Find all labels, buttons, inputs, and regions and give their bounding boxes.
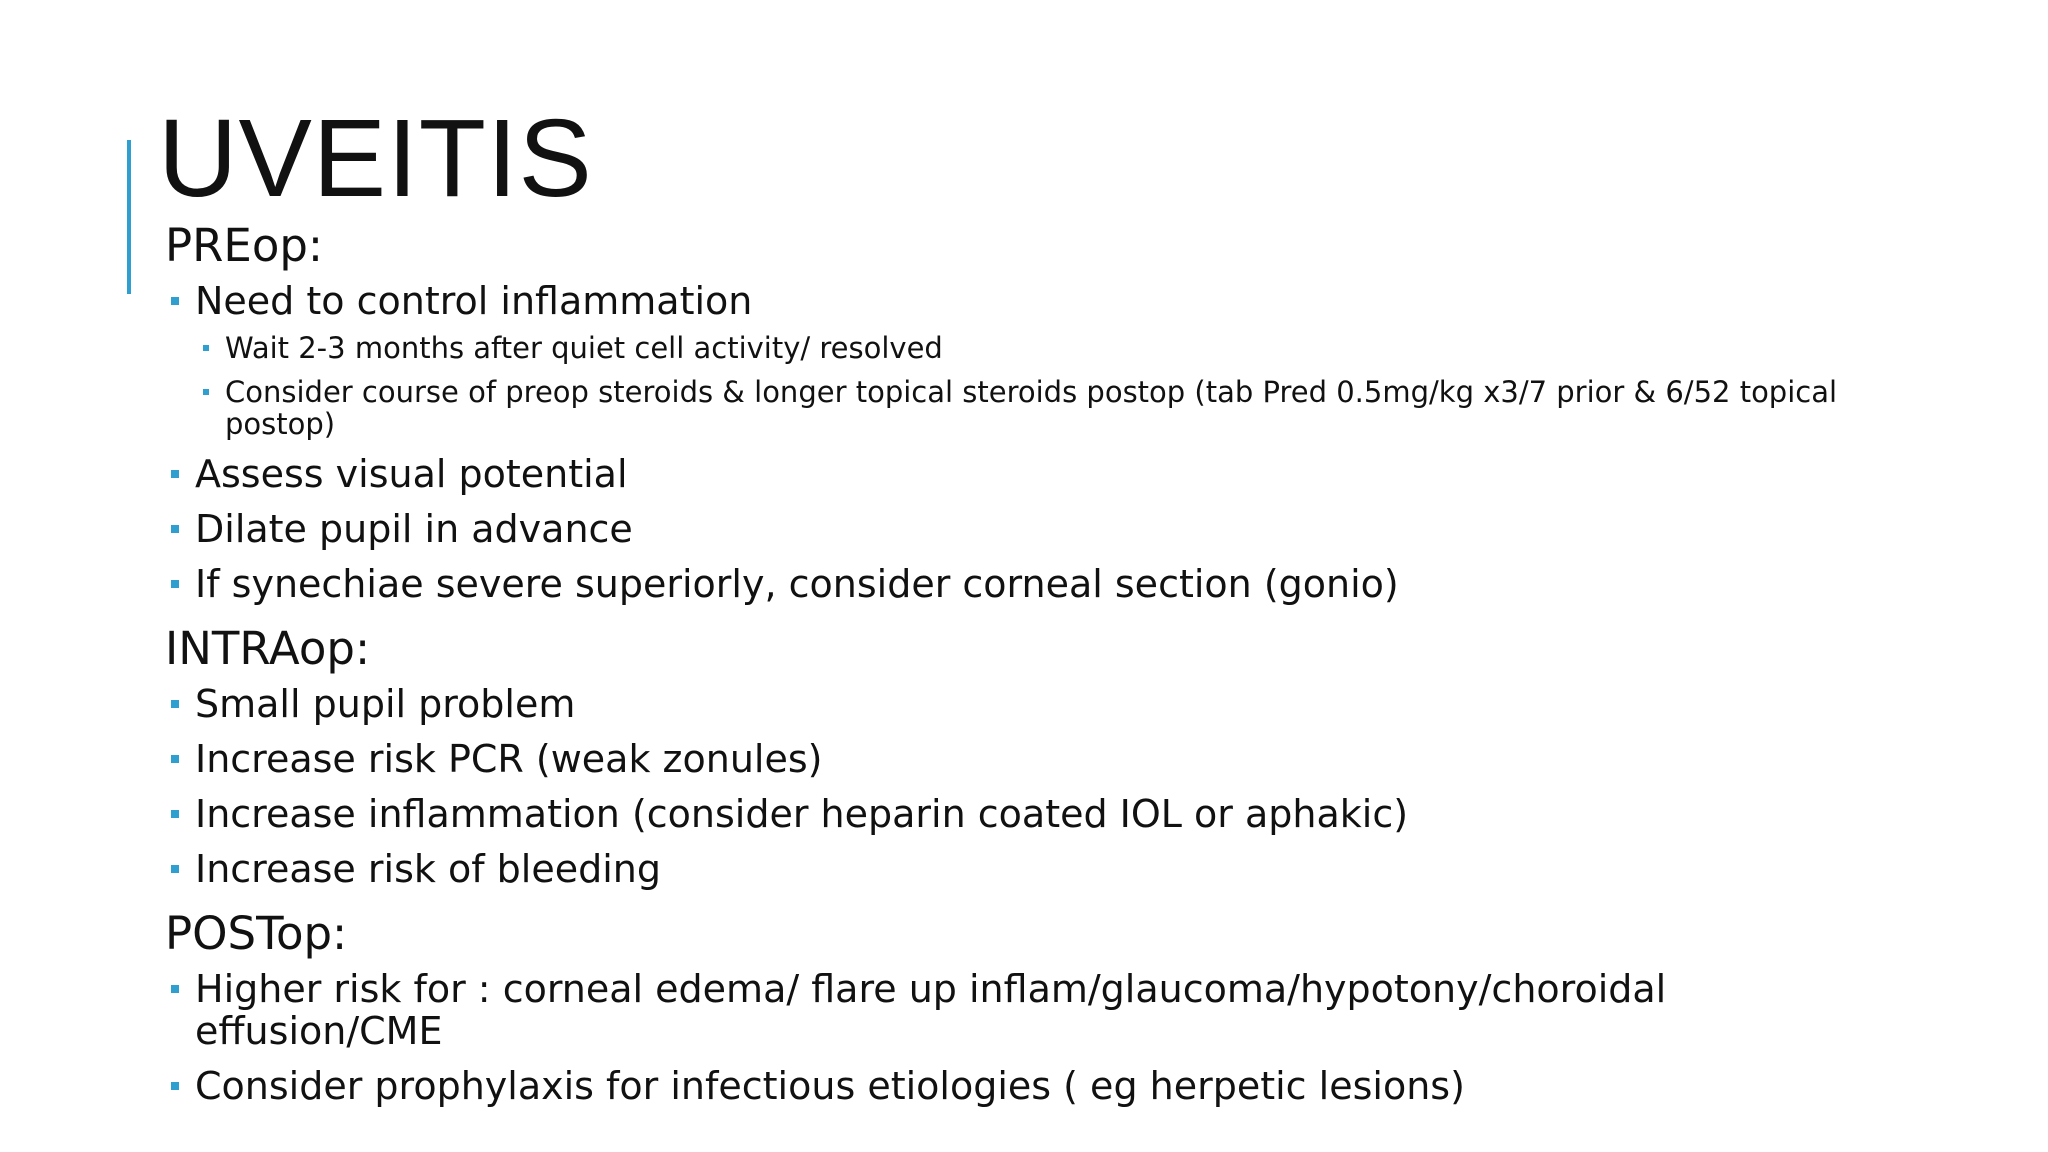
list-item: Assess visual potential (165, 453, 1925, 495)
section-preop (165, 220, 1925, 605)
section-intraop (165, 623, 1925, 890)
bullet-list (165, 968, 1925, 1107)
list-item: If synechiae severe superiorly, consider corneal section (gonio) (165, 563, 1925, 605)
bullet-list (165, 683, 1925, 890)
list-item: Small pupil problem (165, 683, 1925, 725)
list-item: Higher risk for : corneal edema/ flare up inflam/glaucoma/hypotony/choroidal effusion/CME (165, 968, 1925, 1052)
list-item: Dilate pupil in advance (165, 508, 1925, 550)
bullet-list (165, 280, 1925, 605)
sub-list-item: Consider course of preop steroids & longer topical steroids postop (tab Pred 0.5mg/kg x3/7 prior & 6/52 topical postop) (195, 376, 1925, 440)
list-item: Increase risk PCR (weak zonules) (165, 738, 1925, 780)
section-heading: PREop: (165, 219, 324, 272)
section-heading: INTRAop: (165, 622, 371, 675)
title-accent-bar (127, 140, 131, 294)
list-item: Increase inflammation (consider heparin coated IOL or aphakic) (165, 793, 1925, 835)
sub-list-item: Wait 2-3 months after quiet cell activity/ resolved (195, 332, 1925, 364)
sub-bullet-list (195, 332, 1925, 440)
section-postop (165, 908, 1925, 1107)
list-item: Consider prophylaxis for infectious etiologies ( eg herpetic lesions) (165, 1065, 1925, 1107)
list-item: Increase risk of bleeding (165, 848, 1925, 890)
list-item (165, 280, 1925, 440)
slide-content (165, 220, 1925, 1125)
section-heading: POSTop: (165, 907, 348, 960)
slide-title: UVEITIS (158, 97, 593, 220)
list-item-text: Need to control inflammation (195, 279, 753, 323)
